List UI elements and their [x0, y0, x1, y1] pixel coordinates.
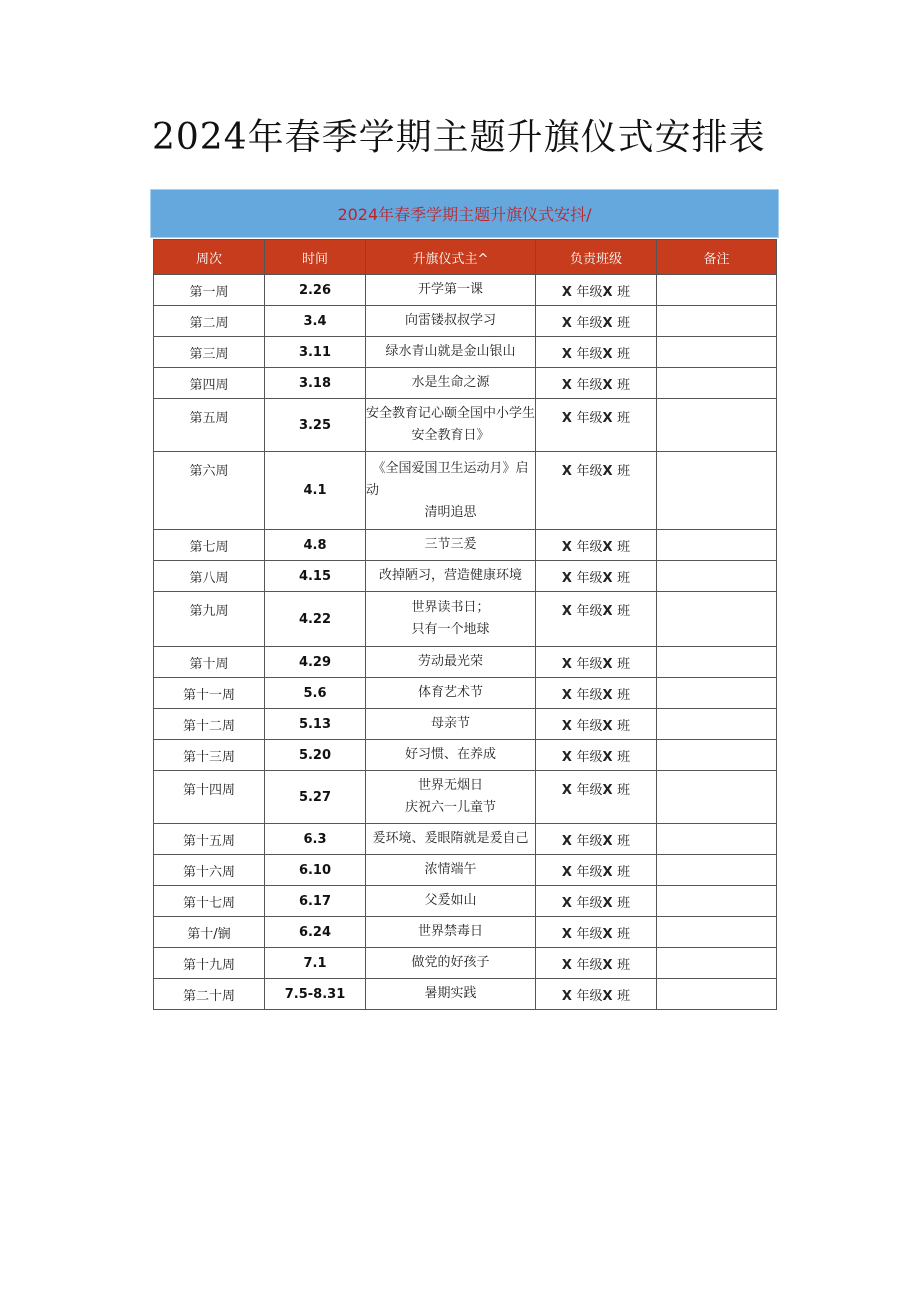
cell-week	[154, 647, 265, 678]
theme-line: 世界禁毒日	[417, 924, 483, 939]
cell-class	[536, 561, 657, 592]
date-label: 5.13	[298, 716, 332, 732]
header-class: 负责班级	[536, 240, 657, 275]
cell-theme	[366, 647, 536, 678]
table-row	[154, 337, 777, 368]
cell-date	[265, 306, 366, 337]
cell-class	[536, 824, 657, 855]
cell-note	[657, 592, 777, 647]
cell-theme	[366, 917, 536, 948]
theme-line: 动	[366, 482, 380, 498]
table-header-row	[154, 240, 777, 275]
cell-week	[154, 855, 265, 886]
cell-date	[265, 337, 366, 368]
date-label: 7.1	[303, 955, 327, 971]
date-label: 4.22	[298, 611, 332, 627]
date-label: 3.4	[303, 313, 327, 329]
cell-theme	[366, 275, 536, 306]
class-label: X 年级X 班	[561, 687, 631, 703]
week-label: 第十/锎	[187, 926, 231, 942]
cell-note	[657, 709, 777, 740]
theme-line: 水是生命之源	[411, 375, 490, 390]
cell-week	[154, 452, 265, 530]
week-label: 第一周	[189, 284, 229, 300]
cell-class	[536, 678, 657, 709]
cell-date	[265, 979, 366, 1010]
cell-theme	[366, 824, 536, 855]
cell-note	[657, 452, 777, 530]
cell-class	[536, 855, 657, 886]
cell-note	[657, 368, 777, 399]
theme-line: 只有一个地球	[411, 622, 490, 637]
cell-theme	[366, 337, 536, 368]
date-label: 3.25	[298, 417, 332, 433]
class-label: X 年级X 班	[561, 926, 631, 942]
cell-note	[657, 647, 777, 678]
theme-line: 爰环境、爰眼隋就是爰自己	[372, 831, 529, 846]
cell-note	[657, 275, 777, 306]
cell-week	[154, 337, 265, 368]
theme-line: 浓情端午	[424, 862, 477, 877]
cell-note	[657, 771, 777, 824]
theme-line: 《全国爱国卫生运动月》启	[372, 460, 529, 476]
cell-note	[657, 886, 777, 917]
cell-note	[657, 917, 777, 948]
cell-theme	[366, 306, 536, 337]
cell-week	[154, 979, 265, 1010]
table-row	[154, 948, 777, 979]
date-label: 4.15	[298, 568, 332, 584]
week-label: 第四周	[189, 377, 229, 393]
cell-week	[154, 530, 265, 561]
cell-theme	[366, 561, 536, 592]
week-label: 第三周	[189, 346, 229, 362]
class-label: X 年级X 班	[561, 957, 631, 973]
cell-note	[657, 337, 777, 368]
cell-date	[265, 452, 366, 530]
header-week: 周次	[154, 240, 265, 275]
cell-week	[154, 399, 265, 452]
class-label: X 年级X 班	[561, 284, 631, 300]
week-label: 第十一周	[182, 687, 235, 703]
class-label: X 年级X 班	[561, 895, 631, 911]
theme-line: 劳动最光荣	[417, 654, 483, 669]
theme-line: 清明追思	[424, 504, 477, 520]
table-row	[154, 530, 777, 561]
page-title: 2024年春季学期主题升旗仪式安排表	[152, 117, 766, 158]
cell-week	[154, 886, 265, 917]
class-label: X 年级X 班	[561, 464, 631, 479]
cell-note	[657, 740, 777, 771]
theme-line: 向雷镂叔叔学习	[404, 313, 496, 328]
class-label: X 年级X 班	[561, 539, 631, 555]
cell-class	[536, 399, 657, 452]
table-row	[154, 678, 777, 709]
cell-note	[657, 855, 777, 886]
cell-theme	[366, 368, 536, 399]
cell-theme	[366, 948, 536, 979]
cell-theme	[366, 530, 536, 561]
date-label: 6.17	[298, 893, 332, 909]
cell-class	[536, 592, 657, 647]
week-label: 第十五周	[182, 833, 235, 849]
cell-class	[536, 771, 657, 824]
cell-class	[536, 709, 657, 740]
date-label: 4.1	[303, 483, 327, 498]
class-label: X 年级X 班	[561, 718, 631, 734]
cell-week	[154, 561, 265, 592]
cell-date	[265, 592, 366, 647]
theme-line: 安全教育日》	[411, 428, 490, 443]
theme-line: 好习惯、在养成	[404, 747, 496, 762]
cell-date	[265, 948, 366, 979]
header-date: 时间	[265, 240, 366, 275]
header-note: 备注	[657, 240, 777, 275]
table-row	[154, 917, 777, 948]
theme-line: 世界无烟日	[417, 778, 483, 793]
cell-date	[265, 647, 366, 678]
cell-theme	[366, 709, 536, 740]
date-label: 6.24	[298, 924, 332, 940]
week-label: 第二周	[189, 315, 229, 331]
cell-note	[657, 530, 777, 561]
cell-date	[265, 561, 366, 592]
class-label: X 年级X 班	[561, 864, 631, 880]
cell-date	[265, 855, 366, 886]
week-label: 第十周	[189, 656, 229, 672]
week-label: 第十六周	[182, 864, 235, 880]
date-label: 5.20	[298, 747, 332, 763]
theme-line: 改掉陋习，营造健康环境	[378, 568, 522, 583]
date-label: 4.29	[298, 654, 332, 670]
cell-week	[154, 678, 265, 709]
class-label: X 年级X 班	[561, 988, 631, 1004]
header-theme: 升旗仪式主^	[366, 240, 536, 275]
class-label: X 年级X 班	[561, 570, 631, 586]
theme-line: 体育艺术节	[417, 685, 483, 700]
cell-week	[154, 275, 265, 306]
cell-note	[657, 824, 777, 855]
table-banner	[150, 189, 779, 238]
theme-line: 父爰如山	[424, 893, 477, 908]
cell-week	[154, 771, 265, 824]
cell-date	[265, 678, 366, 709]
week-label: 第五周	[189, 411, 229, 426]
cell-theme	[366, 740, 536, 771]
date-label: 7.5-8.31	[284, 986, 346, 1002]
class-label: X 年级X 班	[561, 833, 631, 849]
schedule-table	[153, 239, 777, 1010]
cell-week	[154, 306, 265, 337]
week-label: 第九周	[189, 604, 229, 619]
cell-class	[536, 306, 657, 337]
cell-week	[154, 824, 265, 855]
cell-note	[657, 561, 777, 592]
cell-date	[265, 886, 366, 917]
cell-date	[265, 530, 366, 561]
cell-theme	[366, 678, 536, 709]
date-label: 6.3	[303, 831, 327, 847]
date-label: 4.8	[303, 537, 327, 553]
theme-line: 绿水青山就是金山银山	[385, 344, 516, 359]
class-label: X 年级X 班	[561, 377, 631, 393]
cell-theme	[366, 855, 536, 886]
cell-date	[265, 709, 366, 740]
cell-week	[154, 948, 265, 979]
week-label: 第十九周	[182, 957, 235, 973]
table-row	[154, 592, 777, 647]
cell-class	[536, 979, 657, 1010]
date-label: 3.18	[298, 375, 332, 391]
cell-theme	[366, 886, 536, 917]
cell-week	[154, 917, 265, 948]
cell-theme	[366, 452, 536, 530]
class-label: X 年级X 班	[561, 346, 631, 362]
cell-date	[265, 368, 366, 399]
cell-note	[657, 306, 777, 337]
cell-class	[536, 948, 657, 979]
class-label: X 年级X 班	[561, 749, 631, 765]
theme-line: 安全教育记心颐全国中小学生	[366, 406, 536, 421]
date-label: 5.27	[298, 789, 332, 805]
cell-class	[536, 275, 657, 306]
cell-theme	[366, 771, 536, 824]
cell-class	[536, 337, 657, 368]
theme-line: 暑期实践	[424, 986, 477, 1001]
cell-week	[154, 592, 265, 647]
table-row	[154, 647, 777, 678]
cell-week	[154, 709, 265, 740]
table-row	[154, 306, 777, 337]
cell-note	[657, 678, 777, 709]
theme-line: 三节三爰	[424, 537, 477, 552]
class-label: X 年级X 班	[561, 783, 631, 798]
class-label: X 年级X 班	[561, 604, 631, 619]
cell-week	[154, 368, 265, 399]
cell-week	[154, 740, 265, 771]
table-row	[154, 368, 777, 399]
cell-class	[536, 740, 657, 771]
week-label: 第七周	[189, 539, 229, 555]
theme-line: 开学第一课	[417, 282, 483, 297]
theme-line: 庆祝六一儿童节	[404, 800, 496, 815]
class-label: X 年级X 班	[561, 315, 631, 331]
table-row	[154, 824, 777, 855]
table-row	[154, 740, 777, 771]
week-label: 第二十周	[182, 988, 235, 1004]
cell-class	[536, 452, 657, 530]
week-label: 第十三周	[182, 749, 235, 765]
cell-class	[536, 368, 657, 399]
table-row	[154, 886, 777, 917]
table-row	[154, 979, 777, 1010]
table-row	[154, 771, 777, 824]
cell-note	[657, 399, 777, 452]
week-label: 第十二周	[182, 718, 235, 734]
week-label: 第八周	[189, 570, 229, 586]
cell-theme	[366, 979, 536, 1010]
week-label: 第十七周	[182, 895, 235, 911]
cell-date	[265, 399, 366, 452]
cell-date	[265, 740, 366, 771]
theme-line: 做党的好孩子	[411, 955, 490, 970]
cell-note	[657, 979, 777, 1010]
table-row	[154, 275, 777, 306]
cell-date	[265, 824, 366, 855]
week-label: 第十四周	[182, 783, 235, 798]
class-label: X 年级X 班	[561, 411, 631, 426]
cell-class	[536, 647, 657, 678]
theme-line: 世界读书日；	[411, 600, 490, 615]
schedule-body	[154, 275, 777, 1010]
date-label: 3.11	[298, 344, 332, 360]
table-row	[154, 561, 777, 592]
table-row	[154, 855, 777, 886]
cell-class	[536, 530, 657, 561]
table-row	[154, 452, 777, 530]
class-label: X 年级X 班	[561, 656, 631, 672]
cell-class	[536, 886, 657, 917]
date-label: 6.10	[298, 862, 332, 878]
cell-note	[657, 948, 777, 979]
cell-theme	[366, 399, 536, 452]
theme-line: 母亲节	[430, 716, 470, 731]
date-label: 5.6	[303, 685, 327, 701]
cell-date	[265, 917, 366, 948]
week-label: 第六周	[189, 464, 229, 479]
banner-text: 2024年春季学期主题升旗仪式安抖/	[337, 205, 592, 224]
table-row	[154, 399, 777, 452]
cell-date	[265, 771, 366, 824]
cell-theme	[366, 592, 536, 647]
cell-class	[536, 917, 657, 948]
table-row	[154, 709, 777, 740]
date-label: 2.26	[298, 282, 332, 298]
cell-date	[265, 275, 366, 306]
